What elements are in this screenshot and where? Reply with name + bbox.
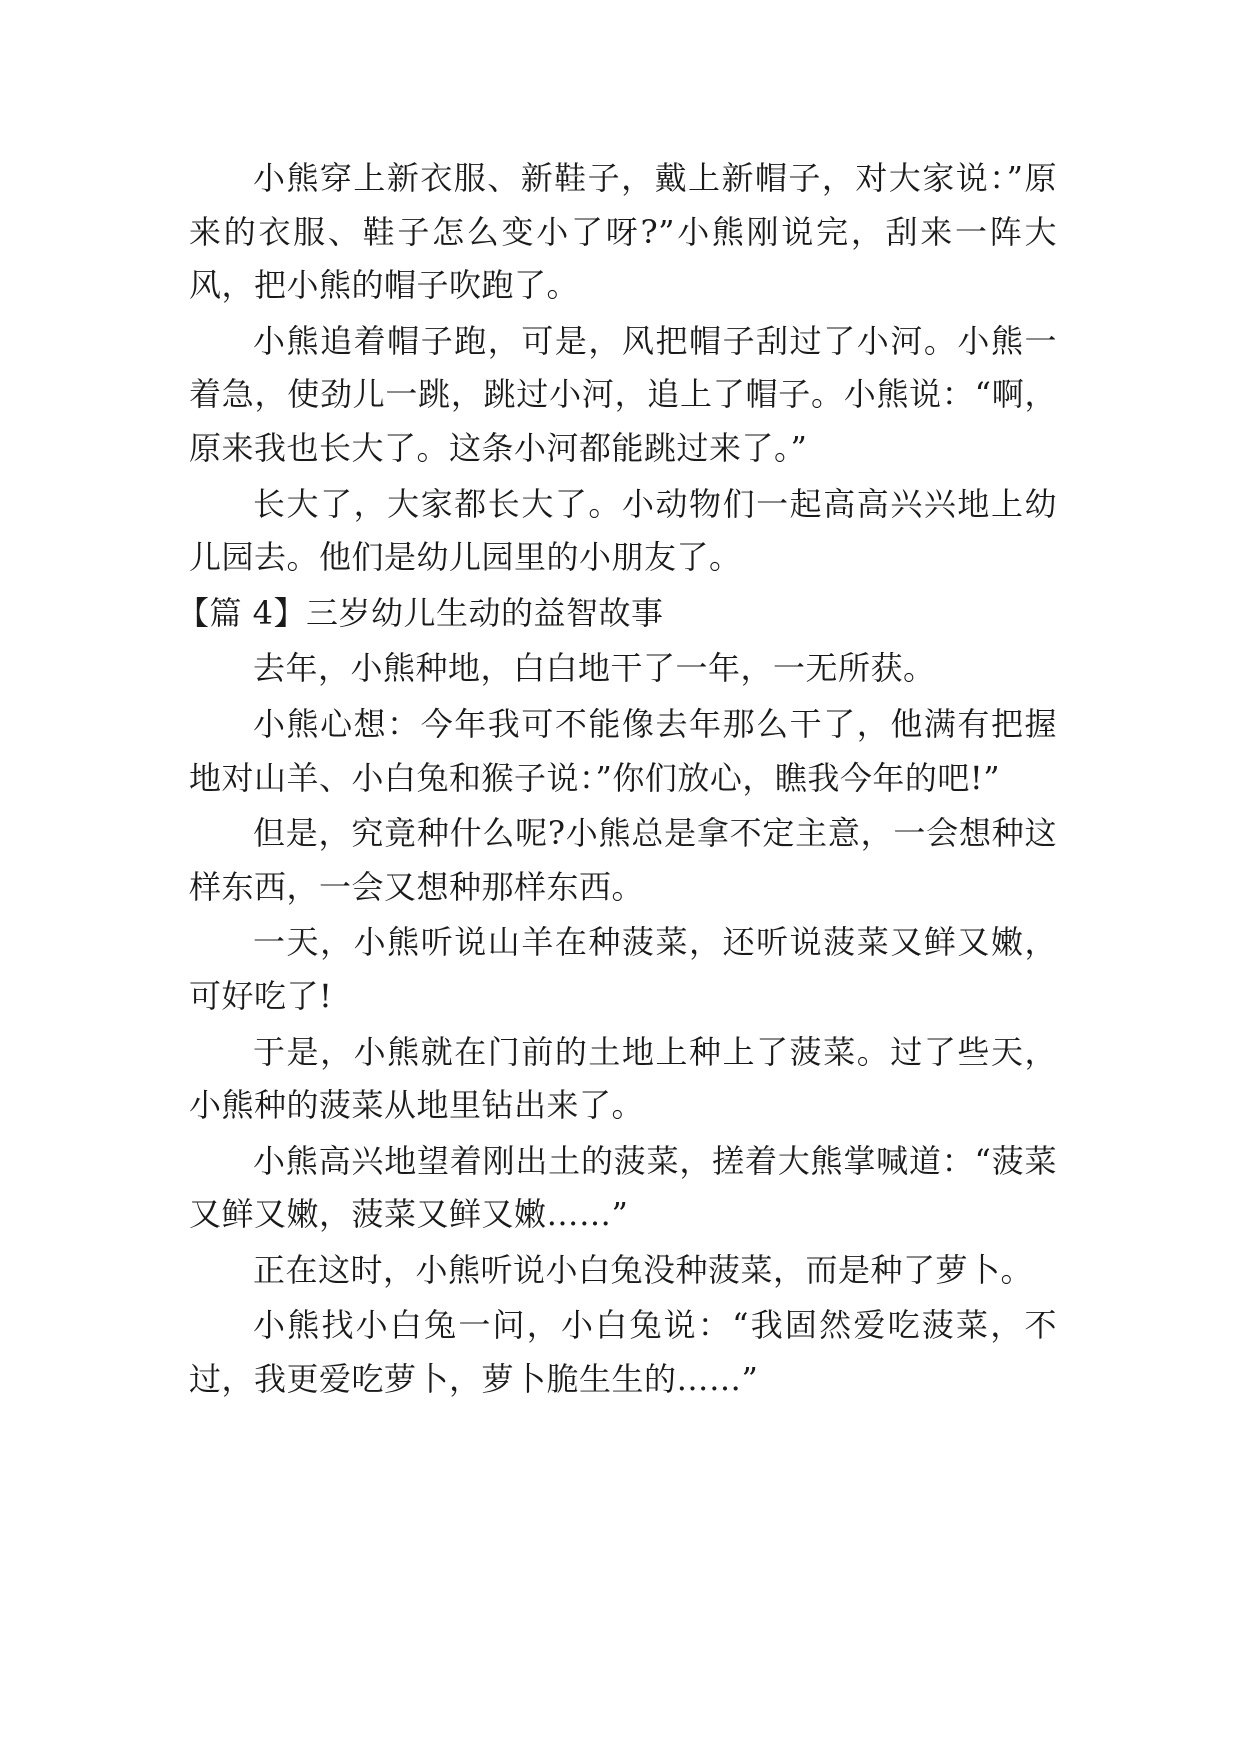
story-paragraph: 去年，小熊种地，白白地干了一年，一无所获。 [253, 649, 936, 688]
story-paragraph: 小熊心想：今年我可不能像去年那么干了，他满有把握地对山羊、小白兔和猴子说：”你们放心，瞧我今年的吧!” [189, 704, 1057, 797]
story-paragraph: 正在这时，小熊听说小白兔没种菠菜，而是种了萝卜。 [253, 1250, 1034, 1289]
story-paragraph: 一天，小熊听说山羊在种菠菜，还听说菠菜又鲜又嫩，可好吃了! [189, 923, 1057, 1015]
story-paragraph: 于是，小熊就在门前的土地上种上了菠菜。过了些天，小熊种的菠菜从地里钻出来了。 [189, 1032, 1057, 1125]
story-paragraph: 小熊穿上新衣服、新鞋子，戴上新帽子，对大家说：”原来的衣服、鞋子怎么变小了呀?”小熊刚说完，刮来一阵大风，把小熊的帽子吹跑了。 [189, 159, 1057, 305]
story-paragraph: 小熊找小白兔一问，小白兔说：“我固然爱吃菠菜，不过，我更爱吃萝卜，萝卜脆生生的……” [189, 1306, 1057, 1399]
story-paragraph: 小熊高兴地望着刚出土的菠菜，搓着大熊掌喊道：“菠菜又鲜又嫩，菠菜又鲜又嫩……” [189, 1141, 1057, 1234]
document-page [177, 152, 1057, 1409]
story-paragraph: 但是，究竟种什么呢?小熊总是拿不定主意，一会想种这样东西，一会又想种那样东西。 [189, 814, 1057, 906]
story-paragraph: 长大了，大家都长大了。小动物们一起高高兴兴地上幼儿园去。他们是幼儿园里的小朋友了。 [189, 484, 1057, 577]
section-heading: 【篇 4】三岁幼儿生动的益智故事 [177, 593, 664, 632]
story-paragraph: 小熊追着帽子跑，可是，风把帽子刮过了小河。小熊一着急，使劲儿一跳，跳过小河，追上了帽子。小熊说：“啊，原来我也长大了。这条小河都能跳过来了。” [189, 321, 1057, 467]
